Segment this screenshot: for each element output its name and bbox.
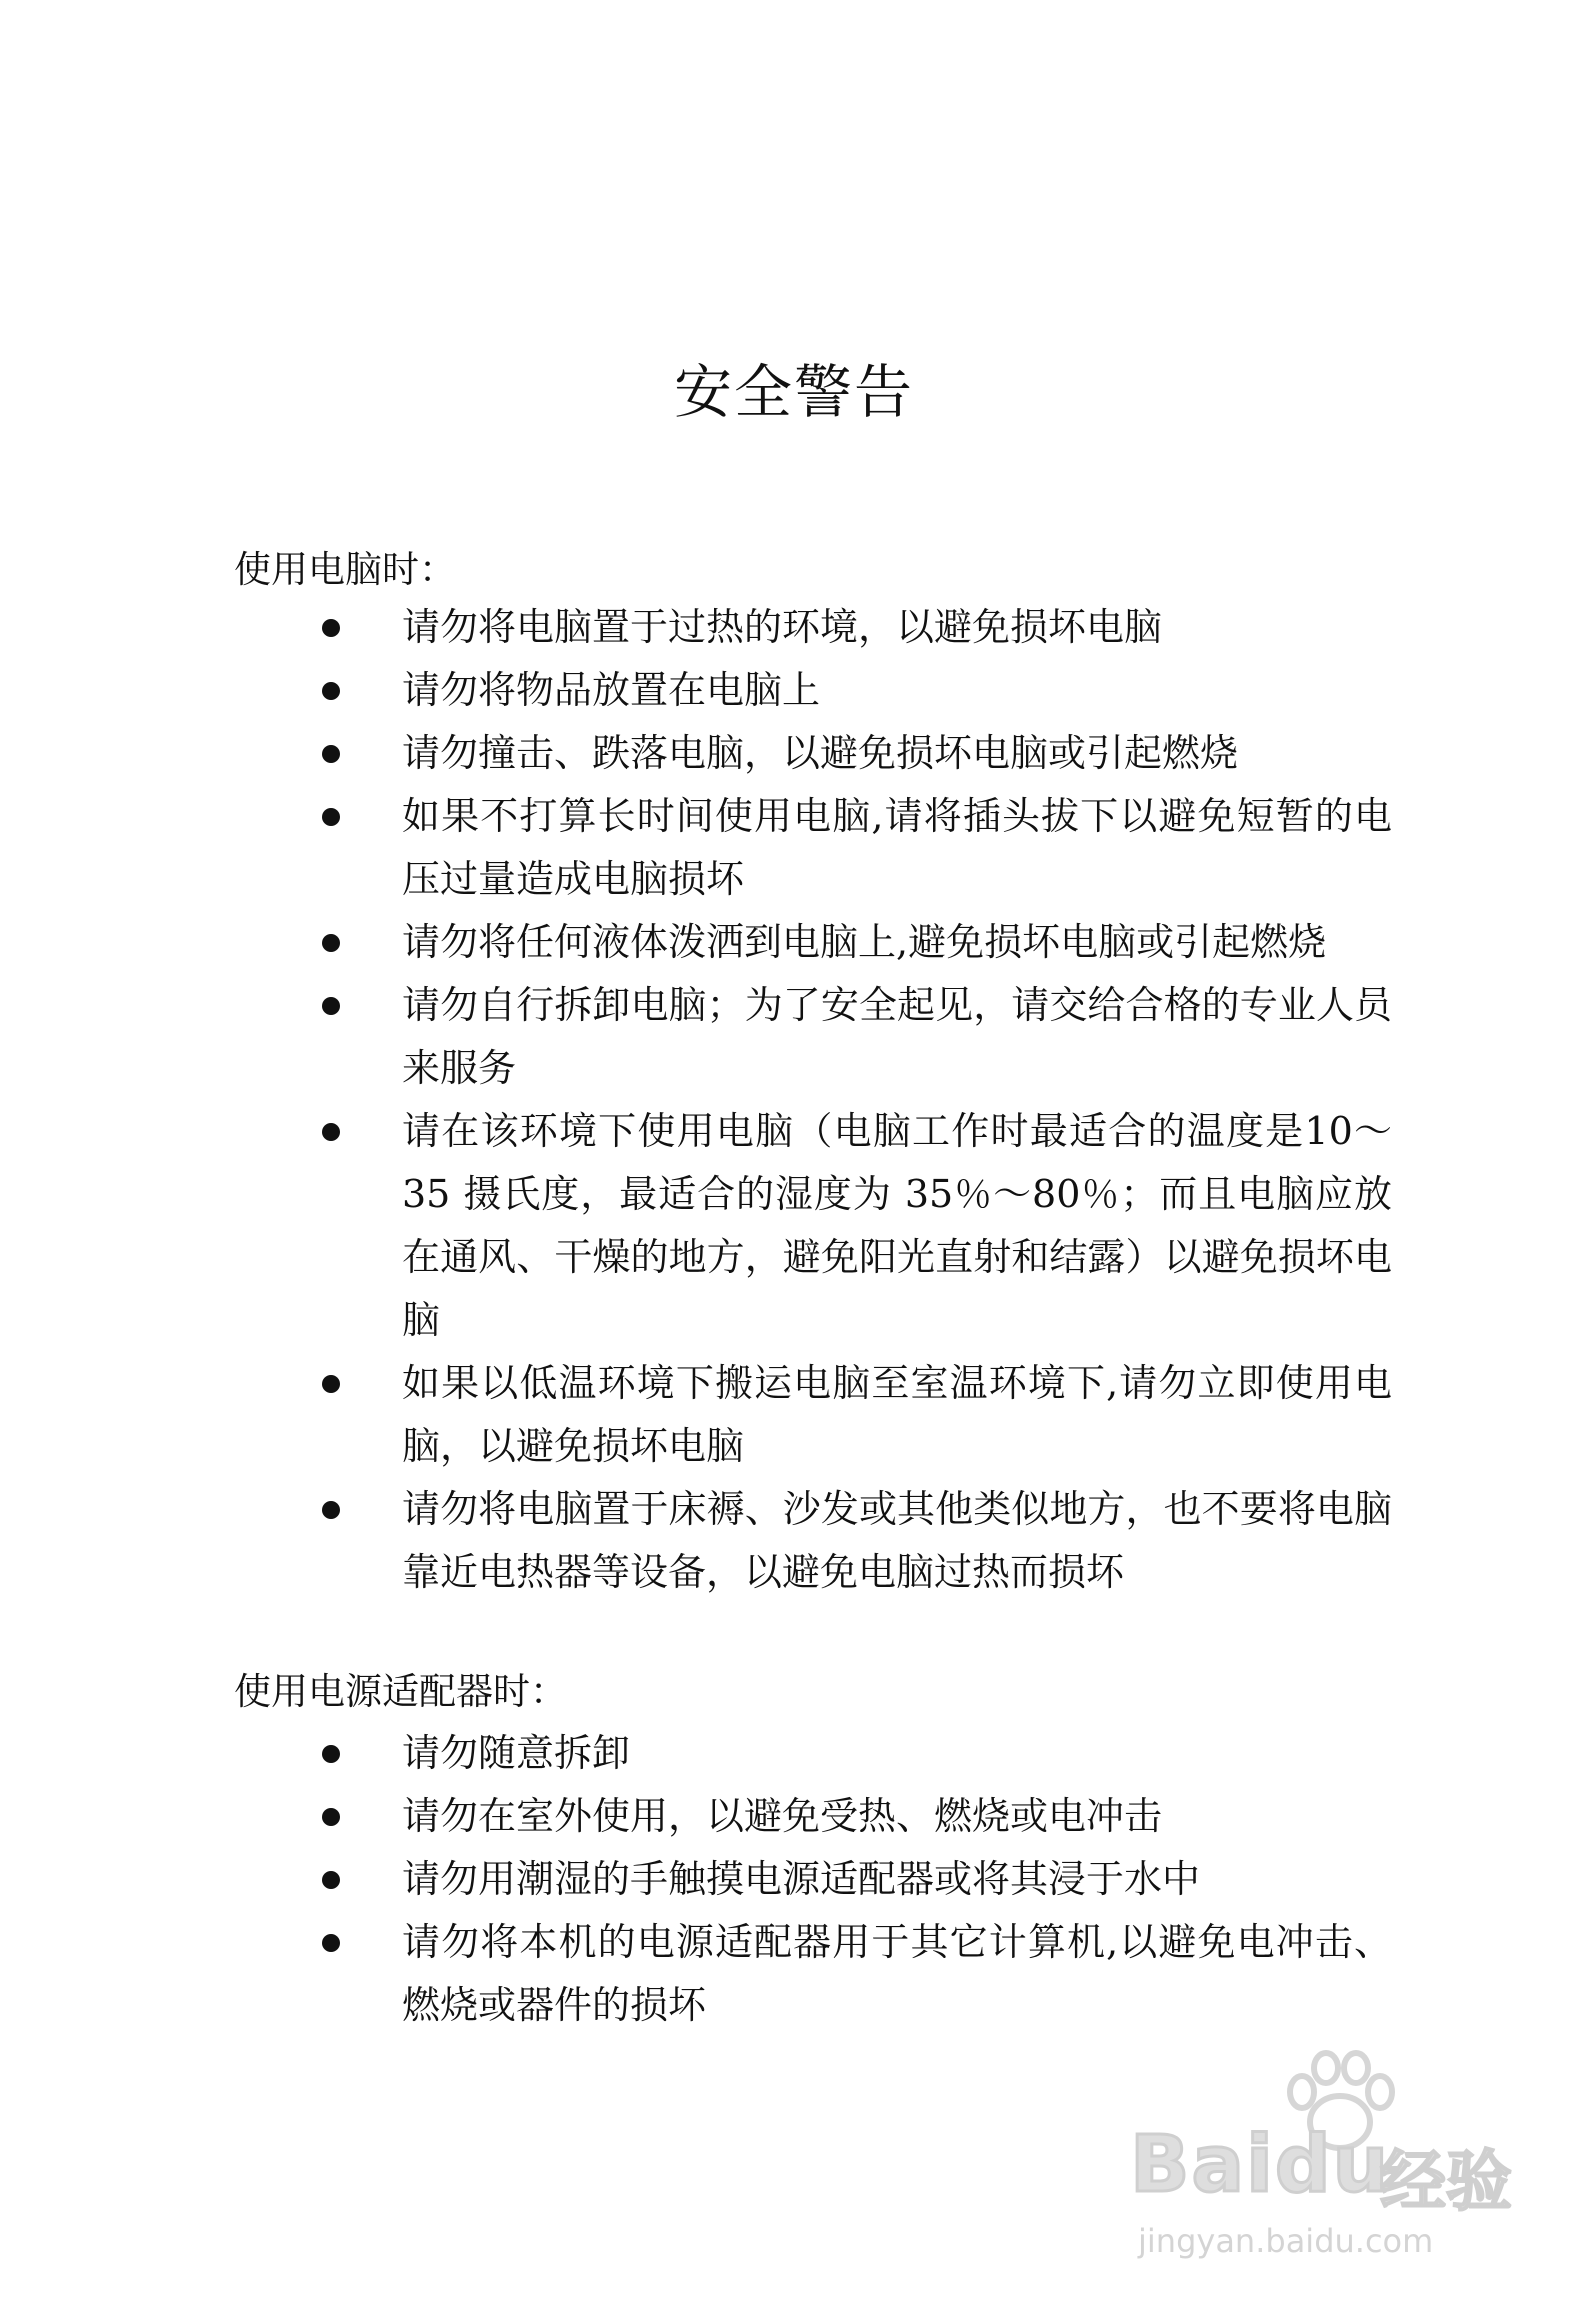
- list-item: [322, 1100, 1392, 1352]
- list-item-text: 请勿用潮湿的手触摸电源适配器或将其浸于水中: [402, 1857, 1201, 1901]
- list-item-text: 如果以低温环境下搬运电脑至室温环境下,请勿立即使用电脑，以避免损坏电脑: [402, 1361, 1392, 1468]
- list-item-text: 请勿将电脑置于床褥、沙发或其他类似地方，也不要将电脑靠近电热器等设备，以避免电脑过热而损坏: [402, 1487, 1392, 1594]
- list-item: [322, 596, 1392, 659]
- bullet-icon: [322, 808, 340, 826]
- list-item: [322, 974, 1392, 1100]
- list-item-text: 请勿将任何液体泼洒到电脑上,避免损坏电脑或引起燃烧: [402, 920, 1327, 964]
- bullet-icon: [322, 1871, 340, 1889]
- list-item: [322, 1785, 1392, 1848]
- list-item: [322, 785, 1392, 911]
- list-item: [322, 911, 1392, 974]
- list-item-text: 请勿将物品放置在电脑上: [402, 668, 821, 712]
- list-item-text: 请勿将本机的电源适配器用于其它计算机,以避免电冲击、燃烧或器件的损坏: [402, 1920, 1392, 2027]
- list-item-text: 请勿随意拆卸: [402, 1731, 631, 1775]
- list-item: [322, 659, 1392, 722]
- bullet-icon: [322, 1501, 340, 1519]
- list-item-text: 请勿将电脑置于过热的环境，以避免损坏电脑: [402, 605, 1163, 649]
- adapter-safety-list: [322, 1722, 1392, 2037]
- bullet-icon: [322, 934, 340, 952]
- bullet-icon: [322, 682, 340, 700]
- computer-safety-list: [322, 596, 1392, 1604]
- list-item: [322, 1722, 1392, 1785]
- list-item-text: 请在该环境下使用电脑（电脑工作时最适合的温度是10～35 摄氏度，最适合的湿度为 35％～80％；而且电脑应放在通风、干燥的地方，避免阳光直射和结露）以避免损坏电脑: [402, 1109, 1392, 1342]
- bullet-icon: [322, 1808, 340, 1826]
- list-item: [322, 1478, 1392, 1604]
- section-heading-computer: 使用电脑时：: [234, 548, 456, 591]
- bullet-icon: [322, 1745, 340, 1763]
- bullet-icon: [322, 997, 340, 1015]
- list-item-text: 如果不打算长时间使用电脑,请将插头拔下以避免短暂的电压过量造成电脑损坏: [402, 794, 1392, 901]
- list-item: [322, 1352, 1392, 1478]
- list-item-text: 请勿在室外使用，以避免受热、燃烧或电冲击: [402, 1794, 1163, 1838]
- list-item: [322, 1848, 1392, 1911]
- list-item-text: 请勿撞击、跌落电脑，以避免损坏电脑或引起燃烧: [402, 731, 1239, 775]
- bullet-icon: [322, 619, 340, 637]
- bullet-icon: [322, 1375, 340, 1393]
- watermark-suffix: 经验: [1380, 2143, 1512, 2220]
- list-item: [322, 1911, 1392, 2037]
- list-item-text: 请勿自行拆卸电脑；为了安全起见，请交给合格的专业人员来服务: [402, 983, 1392, 1090]
- watermark-url: jingyan.baidu.com: [1138, 2222, 1434, 2260]
- bullet-icon: [322, 1934, 340, 1952]
- section-heading-adapter: 使用电源适配器时：: [234, 1670, 567, 1713]
- baidu-jingyan-watermark: [1130, 2050, 1550, 2270]
- bullet-icon: [322, 1123, 340, 1141]
- bullet-icon: [322, 745, 340, 763]
- page-title: 安全警告: [673, 358, 914, 426]
- list-item: [322, 722, 1392, 785]
- watermark-logo: Baidu: [1130, 2120, 1391, 2210]
